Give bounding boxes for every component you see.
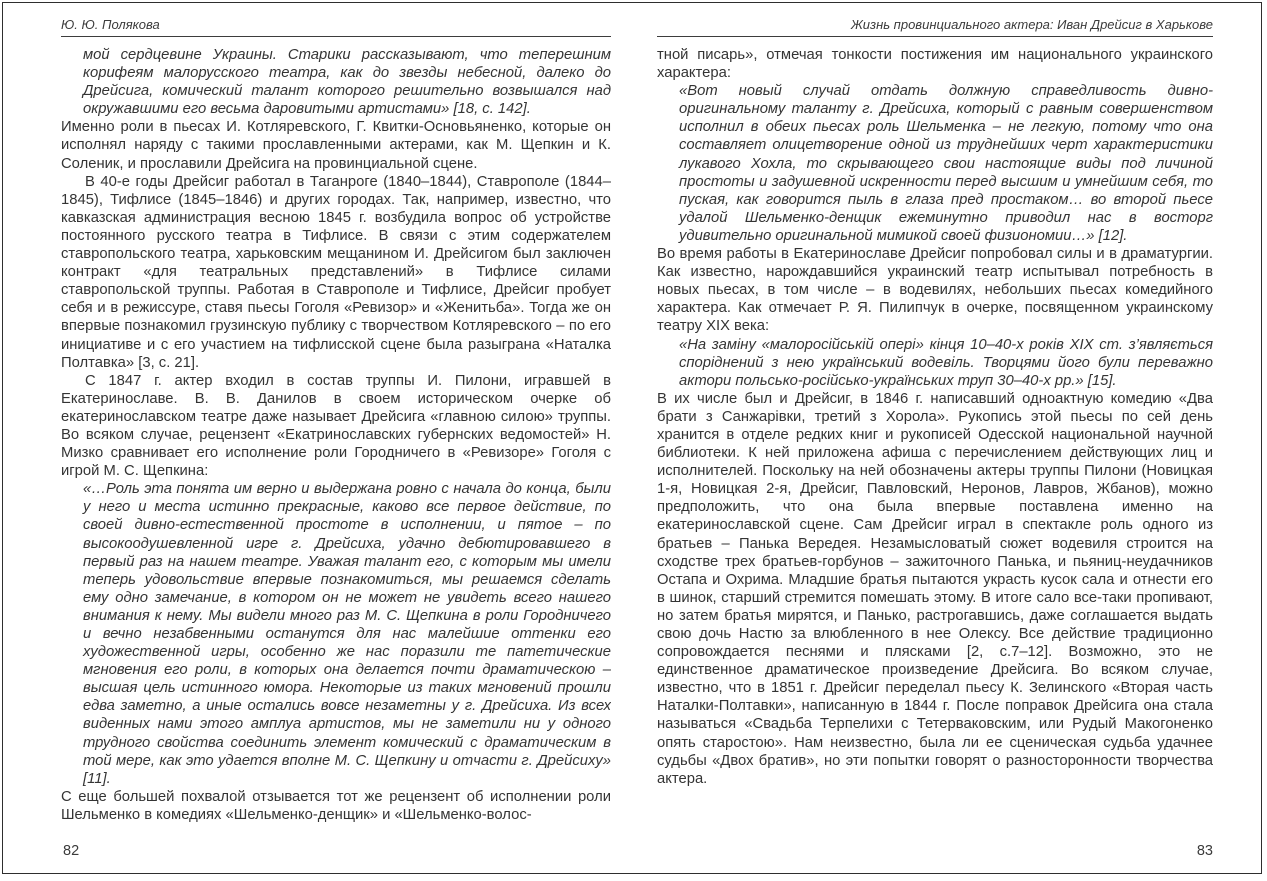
body-paragraph: В их числе был и Дрейсиг, в 1846 г. написавший одноактную комедию «Два брати з Санжарівки, третий з Хорола». Рукопись этой пьесы по сей день хранится в отделе редких книг и рукописей Одесской национальной научной библиотеки. К ней приложена афиша с перечислением действующих лиц и исполнителей. Поскольку на ней обозначены актеры труппы Пилони (Новицкая 1-я, Новицкая 2-я, Дрейсиг, Павловский, Неронов, Лавров, Жбанов), можно предположить, что она была впервые поставлена именно на екатеринославской сцене. Сам Дрейсиг играл в спектакле роль одного из братьев – Панька Вередея. Незамысловатый сюжет водевиля строится на сходстве трех братьев-горбунов – зажиточного Панька, и пьяниц-неудачников Остапа и Охрима. Младшие братья пытаются украсть кусок сала и отнести его в шинок, старший стремится помешать этому. В итоге сало все-таки пропивают, но затем братья мирятся, и Панько, растрогавшись, даже соглашается выдать свою дочь Настю за влюбленного в нее Олексу. Все действие традиционно сопровождается песнями и плясками [2, с.7–12]. Возможно, это не единственное драматическое произведение Дрейсига. Во всяком случае, известно, что в 1851 г. Дрейсиг переделал пьесу К. Зелинского «Вторая часть Наталки-Полтавки», написанную в 1844 г. После поправок Дрейсига она стала называться «Свадьба Терпелихи с Тетерваковским, или Рудый Макогоненко опять старостою». Нам неизвестно, была ли ее сценическая судьба удачнее судьбы «Двох братив», но эти попытки говорят о разносторонности творчества актера. [657, 390, 1213, 787]
body-paragraph: Именно роли в пьесах И. Котляревского, Г. Квитки-Основьяненко, которые он исполнял наряду с такими прославленными актерами, как М. Щепкин и К. Соленик, и прославили Дрейсига на провинциальной сцене. [61, 119, 611, 172]
quote-paragraph: мой сердцевине Украины. Старики рассказывают, что теперешним корифеям малорусского театра, как до звезды небесной, далеко до Дрейсига, комический талант которого решительно возвышался над окружавшими его весьма даровитыми артистами» [18, с. 142]. [83, 47, 611, 118]
page-right [657, 17, 1213, 867]
page-right-body [657, 46, 1213, 842]
author-header-text: Ю. Ю. Полякова [61, 17, 160, 32]
body-paragraph: Во время работы в Екатеринославе Дрейсиг попробовал силы и в драматургии. Как известно, нарождавшийся украинский театр испытывал потребность в новых пьесах, в том числе – в водевилях, небольших пьесах комедийного характера. Как отмечает Р. Я. Пилипчук в очерке, посвященном украинскому театру XIX века: [657, 246, 1213, 335]
body-paragraph: В 40-е годы Дрейсиг работал в Таганроге (1840–1844), Ставрополе (1844–1845), Тифлисе (1845–1846) и других городах. Так, например, известно, что кавказская администрация весною 1845 г. возбудила вопрос об устройстве постоянного русского театра в Тифлисе. В связи с этим содержателем ставропольского театра, харьковским мещанином И. Дрейсигом был заключен контракт «для театральных представлений» в Тифлисе силами ставропольской труппы. Работая в Ставрополе и Тифлисе, Дрейсиг пробует себя и в режиссуре, ставя пьесы Гоголя «Ревизор» и «Женитьба». Тогда же он впервые познакомил грузинскую публику с творчеством Котляревского – по его инициативе и с его участием на тифлисской сцене была разыграна «Наталка Полтавка» [3, с. 21]. [61, 173, 611, 371]
quote-paragraph: «Вот новый случай отдать должную справедливость дивно-оригинальному таланту г. Дрейсиха, который с равным совершенством исполнил в обеих пьесах роль Шельменка – не легкую, потому что она составляет олицетворение одной из труднейших черт характеристики лукавого Хохла, то скрывающего свои настоящие виды под личиной простоты и задушевной искренности перед высшим и умнейшим себя, то пуская, как говорится пыль в глаза пред простаком… во второй пьесе удалой Шельменко-денщик ежеминутно приводил нас в восторг удивительно оригинальной мимикой своей физиономии…» [12]. [679, 83, 1213, 244]
body-paragraph: С еще большей похвалой отзывается тот же рецензент об исполнении роли Шельменко в комедиях «Шельменко-денщик» и «Шельменко-волос- [61, 788, 611, 823]
page-left-body [61, 46, 611, 842]
body-paragraph: тной писарь», отмечая тонкости постижения им национального украинского характера: [657, 47, 1213, 82]
scan-border-frame [2, 2, 1262, 874]
page-number-right: 83 [1196, 843, 1213, 859]
body-paragraph: С 1847 г. актер входил в состав труппы И. Пилони, игравшей в Екатеринославе. В. В. Данилов в своем историческом очерке об екатеринославском театре даже называет Дрейсига «главною силою» труппы. Во всяком случае, рецензент «Екатринославских губернских ведомостей» Н. Мизко сравнивает его исполнение роли Городничего в «Ревизоре» Гоголя с игрой М. С. Щепкина: [61, 372, 611, 480]
running-header-left [61, 17, 611, 37]
quote-paragraph: «…Роль эта понята им верно и выдержана ровно с начала до конца, были у него и места истинно прекрасные, каково все первое действие, по своей дивно-естественной простоте в исполнении, и пятое – по высокоодушевленной игре г. Дрейсиха, удачно дебютировавшего в первый раз на нашем театре. Уважая талант его, с которым мы имели теперь удовольствие впервые познакомиться, мы решаемся сделать ему одно замечание, в котором он не может не увидеть всего нашего внимания к нему. Мы видели много раз М. С. Щепкина в роли Городничего и вечно незабвенными останутся для нас малейшие оттенки его художественной игры, особенно же нас поразили те патетические мгновения его роли, в которых она делается почти драматическою – высшая цель истинного юмора. Некоторые из таких мгновений прошли едва заметно, а иные остались вовсе незаметны у г. Дрейсиха. Из всех виденных нами этого амплуа артистов, мы не заметили ни у одного трудного свойства соединить элемент комический с драматическим в той мере, как это удается вполне М. С. Щепкину и отчасти г. Дрейсиху» [11]. [83, 481, 611, 787]
quote-paragraph: «На заміну «малоросійській опері» кінця 10–40-х років XIX ст. з’являється споріднений з нею український водевіль. Творцями його були переважно актори польсько-російсько-українських труп 30–40-х рр.» [15]. [679, 336, 1213, 389]
page-number-left: 82 [63, 843, 80, 859]
article-title-header-text: Жизнь провинциального актера: Иван Дрейсиг в Харькове [850, 17, 1213, 32]
page-left [61, 17, 611, 867]
running-header-right [657, 17, 1213, 37]
